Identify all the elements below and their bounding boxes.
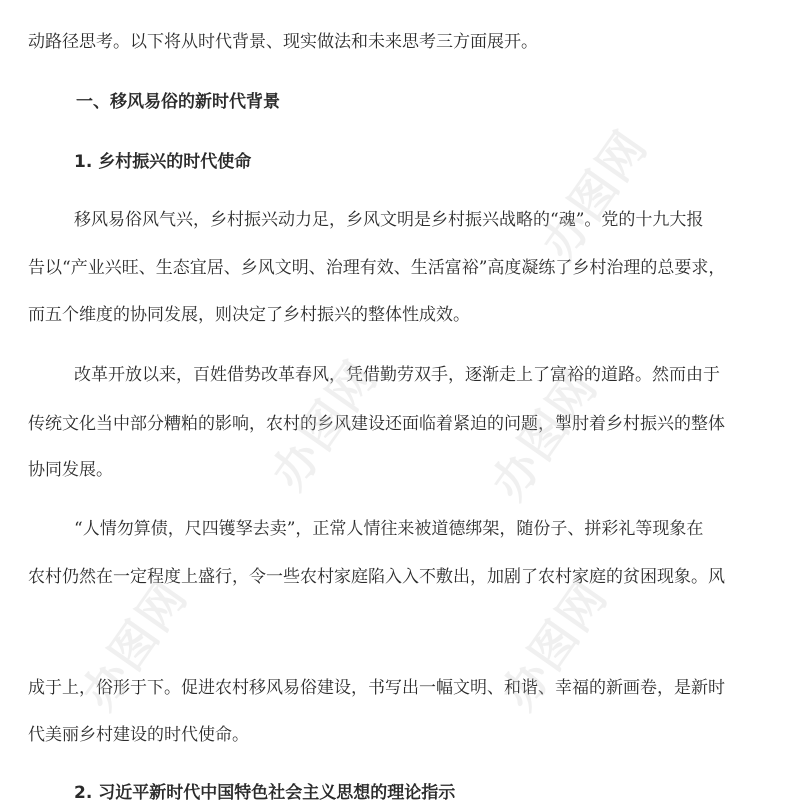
p3-line1: “人情勿算债，尺四镬孥去卖”，正常人情往来被道德绑架，随份子、拼彩礼等现象在 [74,519,704,539]
subsection1-heading: 1. 乡村振兴的时代使命 [74,152,252,172]
p3-line4: 代美丽乡村建设的时代使命。 [28,725,249,745]
p2-line2: 传统文化当中部分糟粕的影响，农村的乡风建设还面临着紧迫的问题，掣肘着乡村振兴的整体 [28,414,725,434]
watermark: 办图网 [531,120,658,270]
p2-line3: 协同发展。 [28,460,113,480]
p3-line3: 成于上，俗形于下。促进农村移风易俗建设，书写出一幅文明、和谐、幸福的新画卷，是新时 [28,678,725,698]
watermark: 办图网 [71,570,198,720]
p1-line2: 告以“产业兴旺、生态宜居、乡风文明、治理有效、生活富裕”高度凝练了乡村治理的总要求， [28,258,726,278]
intro-tail-line: 动路径思考。以下将从时代背景、现实做法和未来思考三方面展开。 [28,32,538,52]
watermark: 办图网 [261,350,388,500]
section1-heading: 一、移风易俗的新时代背景 [76,92,280,112]
p2-line1: 改革开放以来，百姓借势改革春风，凭借勤劳双手，逐渐走上了富裕的道路。然而由于 [74,365,720,385]
p1-line3: 而五个维度的协同发展，则决定了乡村振兴的整体性成效。 [28,305,470,325]
p1-line1: 移风易俗风气兴，乡村振兴动力足，乡风文明是乡村振兴战略的“魂”。党的十九大报 [74,210,704,230]
watermark: 办图网 [491,570,618,720]
watermark: 办图网 [481,360,608,510]
subsection2-heading: 2. 习近平新时代中国特色社会主义思想的理论指示 [74,783,456,800]
p3-line2: 农村仍然在一定程度上盛行，令一些农村家庭陷入入不敷出，加剧了农村家庭的贫困现象。风 [28,567,725,587]
